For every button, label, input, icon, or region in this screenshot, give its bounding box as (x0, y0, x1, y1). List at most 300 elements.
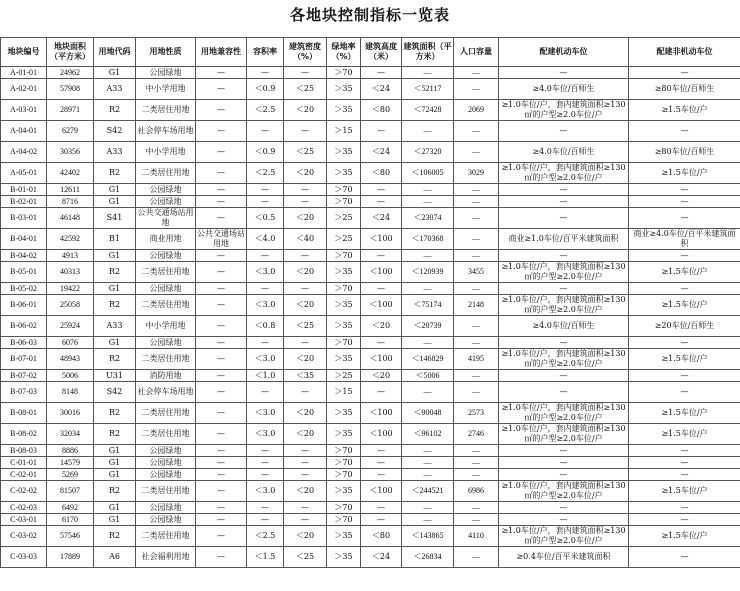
cell-population: 2069 (454, 100, 499, 121)
cell-bike-parking: — (629, 469, 740, 481)
cell-land-code: G1 (94, 67, 136, 79)
cell-height: ＜24 (361, 547, 402, 568)
cell-land-use: 公园绿地 (136, 469, 196, 481)
cell-floor-area: — (402, 457, 454, 469)
cell-land-code: R2 (94, 526, 136, 547)
cell-green-ratio: ＞35 (327, 424, 361, 445)
cell-green-ratio: ＞35 (327, 481, 361, 502)
column-header-compatibility: 用地兼容性 (196, 38, 247, 67)
cell-far: — (247, 382, 284, 403)
cell-bike-parking: ≥1.5车位/户 (629, 163, 740, 184)
cell-bike-parking: ≥1.5车位/户 (629, 262, 740, 283)
cell-green-ratio: ＞35 (327, 403, 361, 424)
cell-population: — (454, 250, 499, 262)
cell-plot-area: 8716 (47, 196, 94, 208)
table-row (1, 370, 740, 382)
cell-bike-parking: — (629, 67, 740, 79)
cell-land-code: R2 (94, 100, 136, 121)
cell-compatibility: — (196, 469, 247, 481)
cell-car-parking: ≥0.4车位/百平米建筑面积 (499, 547, 629, 568)
cell-compatibility: — (196, 79, 247, 100)
cell-plot-id: A-02-01 (1, 79, 47, 100)
cell-density: ＜20 (284, 481, 327, 502)
cell-far: — (247, 283, 284, 295)
column-header-land-code: 用地代码 (94, 38, 136, 67)
cell-density: ＜20 (284, 424, 327, 445)
cell-car-parking: — (499, 445, 629, 457)
cell-floor-area: ＜23074 (402, 208, 454, 229)
table-row (1, 121, 740, 142)
cell-bike-parking: — (629, 184, 740, 196)
cell-compatibility: — (196, 403, 247, 424)
cell-land-use: 公共交通场站用地 (137, 208, 194, 227)
cell-floor-area: — (402, 514, 454, 526)
column-header-far: 容积率 (247, 38, 284, 67)
cell-height: ＜100 (361, 295, 402, 316)
cell-plot-id: B-07-02 (1, 370, 47, 382)
cell-floor-area: ＜52117 (402, 79, 454, 100)
cell-land-use: 二类居住用地 (136, 163, 196, 184)
cell-land-use: 中小学用地 (136, 142, 196, 163)
cell-car-parking: — (499, 184, 629, 196)
cell-height: ＜80 (361, 100, 402, 121)
control-index-table (0, 37, 740, 568)
cell-plot-id: B-06-01 (1, 295, 47, 316)
cell-density: — (284, 283, 327, 295)
cell-land-use: 公园绿地 (136, 283, 196, 295)
cell-land-use: 二类居住用地 (136, 295, 196, 316)
cell-bike-parking: — (629, 337, 740, 349)
table-row (1, 229, 740, 250)
column-header-land-use: 用地性质 (136, 38, 196, 67)
cell-far: ＜3.0 (247, 403, 284, 424)
cell-density: ＜20 (284, 100, 327, 121)
table-row (1, 142, 740, 163)
cell-density: — (284, 67, 327, 79)
cell-land-use: 公园绿地 (136, 196, 196, 208)
cell-plot-id: C-02-01 (1, 469, 47, 481)
cell-green-ratio: ＞35 (327, 349, 361, 370)
cell-plot-area: 5269 (47, 469, 94, 481)
cell-green-ratio: ＞15 (327, 382, 361, 403)
cell-plot-area: 6076 (47, 337, 94, 349)
cell-plot-id: B-07-01 (1, 349, 47, 370)
cell-bike-parking: — (629, 514, 740, 526)
cell-compatibility: — (196, 349, 247, 370)
cell-floor-area: ＜170368 (402, 229, 454, 250)
table-row (1, 526, 740, 547)
cell-plot-area: 8148 (47, 382, 94, 403)
cell-green-ratio: ＞70 (327, 514, 361, 526)
cell-bike-parking: ≥1.5车位/户 (629, 349, 740, 370)
cell-height: ＜100 (361, 349, 402, 370)
cell-land-use: 二类居住用地 (136, 403, 196, 424)
cell-car-parking: — (499, 121, 629, 142)
cell-bike-parking: ≥20车位/百师生 (629, 316, 740, 337)
cell-plot-id: A-03-01 (1, 100, 47, 121)
table-row (1, 196, 740, 208)
cell-floor-area: — (402, 469, 454, 481)
cell-bike-parking: ≥80车位/百师生 (629, 142, 740, 163)
cell-far: ＜0.9 (247, 79, 284, 100)
cell-car-parking: — (499, 67, 629, 79)
cell-green-ratio: ＞70 (327, 250, 361, 262)
cell-green-ratio: ＞25 (327, 370, 361, 382)
cell-plot-area: 19422 (47, 283, 94, 295)
column-header-height: 建筑高度（米） (361, 38, 402, 67)
cell-plot-area: 48943 (47, 349, 94, 370)
cell-land-code: A33 (94, 79, 136, 100)
table-row (1, 316, 740, 337)
cell-plot-id: B-06-03 (1, 337, 47, 349)
cell-land-use: 社会福利用地 (136, 547, 196, 568)
cell-land-use: 二类居住用地 (136, 262, 196, 283)
table-header-row (1, 38, 740, 67)
cell-floor-area: — (402, 283, 454, 295)
cell-floor-area: — (402, 196, 454, 208)
cell-land-use: 二类居住用地 (136, 526, 196, 547)
cell-far: ＜1.5 (247, 547, 284, 568)
table-row (1, 67, 740, 79)
cell-population: 2746 (454, 424, 499, 445)
cell-plot-id: A-04-02 (1, 142, 47, 163)
cell-land-use: 公园绿地 (136, 184, 196, 196)
table-body (1, 67, 740, 568)
cell-car-parking: ≥4.0车位/百师生 (499, 316, 629, 337)
cell-land-use: 公园绿地 (136, 337, 196, 349)
cell-land-use: 二类居住用地 (136, 424, 196, 445)
cell-height: ＜20 (361, 370, 402, 382)
cell-density: — (284, 337, 327, 349)
cell-compatibility: — (196, 208, 247, 229)
cell-population: 2148 (454, 295, 499, 316)
cell-density: ＜25 (284, 316, 327, 337)
cell-bike-parking: ≥80车位/百师生 (629, 79, 740, 100)
cell-compatibility: — (196, 514, 247, 526)
cell-floor-area: — (402, 445, 454, 457)
cell-land-use: 二类居住用地 (136, 349, 196, 370)
cell-land-code: G1 (94, 457, 136, 469)
cell-plot-id: B-03-01 (1, 208, 47, 229)
cell-height: ＜80 (361, 526, 402, 547)
cell-plot-area: 4913 (47, 250, 94, 262)
cell-land-use: 社会停车场用地 (136, 382, 196, 403)
cell-far: — (247, 121, 284, 142)
cell-land-code: A33 (94, 142, 136, 163)
cell-floor-area: — (402, 121, 454, 142)
cell-population: — (454, 370, 499, 382)
cell-height: ＜80 (361, 163, 402, 184)
cell-floor-area: ＜75174 (402, 295, 454, 316)
cell-car-parking: ≥1.0车位/户，套内建筑面积≥130㎡的户型≥2.0车位/户 (499, 481, 629, 502)
cell-plot-area: 28971 (47, 100, 94, 121)
cell-green-ratio: ＞35 (327, 142, 361, 163)
cell-population: — (454, 229, 499, 250)
cell-plot-id: B-04-01 (1, 229, 47, 250)
table-row (1, 250, 740, 262)
cell-density: — (284, 196, 327, 208)
cell-floor-area: ＜90048 (402, 403, 454, 424)
cell-height: — (361, 196, 402, 208)
cell-plot-area: 25924 (47, 316, 94, 337)
cell-far: — (247, 502, 284, 514)
cell-bike-parking: — (629, 250, 740, 262)
cell-compatibility: — (196, 445, 247, 457)
cell-density: ＜25 (284, 547, 327, 568)
cell-plot-area: 5006 (47, 370, 94, 382)
cell-land-code: G1 (94, 184, 136, 196)
cell-bike-parking: 商业≥4.0车位/百平米建筑面积 (629, 229, 740, 250)
cell-land-code: R2 (94, 163, 136, 184)
cell-plot-id: C-03-01 (1, 514, 47, 526)
cell-green-ratio: ＞25 (327, 229, 361, 250)
cell-far: ＜1.0 (247, 370, 284, 382)
cell-land-code: A33 (94, 316, 136, 337)
cell-population: — (454, 79, 499, 100)
column-header-density: 建筑密度（%） (284, 38, 327, 67)
cell-population: — (454, 196, 499, 208)
cell-height: ＜20 (361, 316, 402, 337)
cell-green-ratio: ＞70 (327, 184, 361, 196)
cell-floor-area: ＜143865 (402, 526, 454, 547)
cell-population: — (454, 445, 499, 457)
table-row (1, 163, 740, 184)
table-row (1, 382, 740, 403)
cell-plot-id: B-05-02 (1, 283, 47, 295)
cell-density: — (284, 184, 327, 196)
cell-population: — (454, 547, 499, 568)
cell-floor-area: — (402, 502, 454, 514)
cell-bike-parking: — (629, 208, 740, 229)
cell-plot-id: B-02-01 (1, 196, 47, 208)
cell-compatibility: — (196, 295, 247, 316)
cell-land-code: R2 (94, 424, 136, 445)
cell-land-use: 公园绿地 (136, 250, 196, 262)
cell-population: — (454, 514, 499, 526)
cell-bike-parking: ≥1.5车位/户 (629, 481, 740, 502)
cell-far: ＜0.8 (247, 316, 284, 337)
cell-green-ratio: ＞70 (327, 283, 361, 295)
cell-height: — (361, 337, 402, 349)
cell-floor-area: ＜244521 (402, 481, 454, 502)
cell-height: — (361, 283, 402, 295)
cell-land-code: U31 (94, 370, 136, 382)
cell-floor-area: ＜5006 (402, 370, 454, 382)
cell-land-code: S42 (94, 121, 136, 142)
cell-height: — (361, 469, 402, 481)
cell-density: ＜20 (284, 295, 327, 316)
cell-land-use: 公园绿地 (136, 445, 196, 457)
cell-population: 3029 (454, 163, 499, 184)
cell-plot-area: 6492 (47, 502, 94, 514)
cell-floor-area: — (402, 382, 454, 403)
cell-population: — (454, 67, 499, 79)
cell-compatibility: — (196, 457, 247, 469)
cell-plot-id: C-03-02 (1, 526, 47, 547)
cell-car-parking: — (499, 382, 629, 403)
cell-plot-id: A-01-01 (1, 67, 47, 79)
cell-bike-parking: — (629, 196, 740, 208)
cell-car-parking: ≥4.0车位/百师生 (499, 79, 629, 100)
cell-land-code: R2 (94, 262, 136, 283)
cell-plot-area: 8886 (47, 445, 94, 457)
table-row (1, 502, 740, 514)
cell-land-code: G1 (94, 469, 136, 481)
cell-car-parking: ≥1.0车位/户，套内建筑面积≥130㎡的户型≥2.0车位/户 (499, 295, 629, 316)
cell-green-ratio: ＞70 (327, 469, 361, 481)
cell-compatibility: — (196, 262, 247, 283)
cell-car-parking: — (499, 337, 629, 349)
cell-density: ＜20 (284, 262, 327, 283)
cell-green-ratio: ＞70 (327, 196, 361, 208)
cell-density: ＜25 (284, 142, 327, 163)
cell-land-use: 公园绿地 (136, 502, 196, 514)
cell-far: ＜2.5 (247, 163, 284, 184)
cell-plot-area: 81507 (47, 481, 94, 502)
page-title: 各地块控制指标一览表 (289, 6, 450, 24)
cell-density: ＜20 (284, 208, 327, 229)
cell-population: — (454, 337, 499, 349)
cell-bike-parking: ≥1.5车位/户 (629, 403, 740, 424)
cell-car-parking: — (499, 514, 629, 526)
column-header-bike-parking: 配建非机动车位 (629, 38, 740, 67)
cell-far: ＜3.0 (247, 349, 284, 370)
cell-density: ＜20 (284, 403, 327, 424)
cell-density: — (284, 250, 327, 262)
table-row (1, 184, 740, 196)
cell-density: — (284, 514, 327, 526)
cell-plot-id: B-08-02 (1, 424, 47, 445)
cell-car-parking: ≥4.0车位/百师生 (499, 142, 629, 163)
cell-land-code: G1 (94, 514, 136, 526)
column-header-car-parking: 配建机动车位 (499, 38, 629, 67)
cell-floor-area: ＜72428 (402, 100, 454, 121)
cell-compatibility: — (196, 370, 247, 382)
cell-far: ＜4.0 (247, 229, 284, 250)
cell-compatibility: — (196, 424, 247, 445)
cell-plot-area: 24962 (47, 67, 94, 79)
cell-car-parking: 商业≥1.0车位/百平米建筑面积 (499, 229, 629, 250)
table-row (1, 457, 740, 469)
cell-plot-area: 6170 (47, 514, 94, 526)
cell-plot-id: A-04-01 (1, 121, 47, 142)
cell-far: ＜2.5 (247, 526, 284, 547)
cell-floor-area: ＜146829 (402, 349, 454, 370)
cell-car-parking: ≥1.0车位/户，套内建筑面积≥130㎡的户型≥2.0车位/户 (499, 424, 629, 445)
cell-land-use: 公园绿地 (136, 514, 196, 526)
cell-height: ＜100 (361, 403, 402, 424)
cell-population: — (454, 283, 499, 295)
cell-bike-parking: ≥1.5车位/户 (629, 100, 740, 121)
cell-green-ratio: ＞35 (327, 262, 361, 283)
cell-far: — (247, 337, 284, 349)
cell-plot-id: C-02-03 (1, 502, 47, 514)
cell-floor-area: — (402, 184, 454, 196)
cell-population: — (454, 208, 499, 229)
cell-compatibility: — (196, 196, 247, 208)
cell-compatibility: — (196, 481, 247, 502)
cell-plot-id: B-04-02 (1, 250, 47, 262)
cell-far: — (247, 445, 284, 457)
cell-height: — (361, 250, 402, 262)
cell-land-code: G1 (94, 196, 136, 208)
cell-density: — (284, 121, 327, 142)
cell-density: — (284, 502, 327, 514)
cell-car-parking: ≥1.0车位/户，套内建筑面积≥130㎡的户型≥2.0车位/户 (499, 262, 629, 283)
cell-plot-area: 17889 (47, 547, 94, 568)
cell-height: — (361, 457, 402, 469)
cell-land-code: G1 (94, 502, 136, 514)
cell-compatibility: — (196, 337, 247, 349)
table-row (1, 262, 740, 283)
cell-plot-area: 57908 (47, 79, 94, 100)
cell-far: — (247, 469, 284, 481)
cell-green-ratio: ＞70 (327, 445, 361, 457)
cell-population: 4195 (454, 349, 499, 370)
cell-far: — (247, 250, 284, 262)
cell-car-parking: — (499, 283, 629, 295)
cell-floor-area: ＜26834 (402, 547, 454, 568)
cell-population: — (454, 316, 499, 337)
cell-density: ＜20 (284, 163, 327, 184)
cell-compatibility: — (196, 547, 247, 568)
cell-land-code: G1 (94, 283, 136, 295)
cell-plot-area: 42402 (47, 163, 94, 184)
cell-land-code: A6 (94, 547, 136, 568)
cell-plot-id: B-01-01 (1, 184, 47, 196)
cell-land-code: R2 (94, 349, 136, 370)
table-row (1, 403, 740, 424)
cell-plot-area: 25058 (47, 295, 94, 316)
cell-plot-area: 30016 (47, 403, 94, 424)
cell-land-code: S41 (94, 208, 136, 229)
cell-compatibility: — (196, 184, 247, 196)
cell-green-ratio: ＞70 (327, 457, 361, 469)
cell-plot-id: B-08-01 (1, 403, 47, 424)
cell-car-parking: — (499, 502, 629, 514)
cell-land-use: 公园绿地 (136, 67, 196, 79)
cell-density: — (284, 457, 327, 469)
cell-floor-area: — (402, 250, 454, 262)
cell-land-use: 社会停车场用地 (136, 121, 196, 142)
cell-compatibility: — (196, 382, 247, 403)
cell-far: — (247, 457, 284, 469)
cell-compatibility: — (196, 142, 247, 163)
cell-green-ratio: ＞35 (327, 316, 361, 337)
column-header-plot-id: 地块编号 (1, 38, 47, 67)
cell-density: ＜40 (284, 229, 327, 250)
cell-density: ＜20 (284, 349, 327, 370)
cell-floor-area: ＜96102 (402, 424, 454, 445)
cell-height: — (361, 445, 402, 457)
cell-height: — (361, 67, 402, 79)
cell-far: ＜3.0 (247, 481, 284, 502)
table-row (1, 79, 740, 100)
cell-land-code: R2 (94, 295, 136, 316)
cell-far: ＜0.5 (247, 208, 284, 229)
cell-compatibility: — (196, 316, 247, 337)
cell-density: ＜25 (284, 79, 327, 100)
cell-population: — (454, 469, 499, 481)
cell-green-ratio: ＞35 (327, 100, 361, 121)
cell-car-parking: — (499, 250, 629, 262)
cell-bike-parking: ≥1.5车位/户 (629, 526, 740, 547)
cell-density: ＜20 (284, 526, 327, 547)
cell-plot-id: B-08-03 (1, 445, 47, 457)
cell-compatibility: — (196, 100, 247, 121)
table-row (1, 295, 740, 316)
cell-green-ratio: ＞35 (327, 79, 361, 100)
